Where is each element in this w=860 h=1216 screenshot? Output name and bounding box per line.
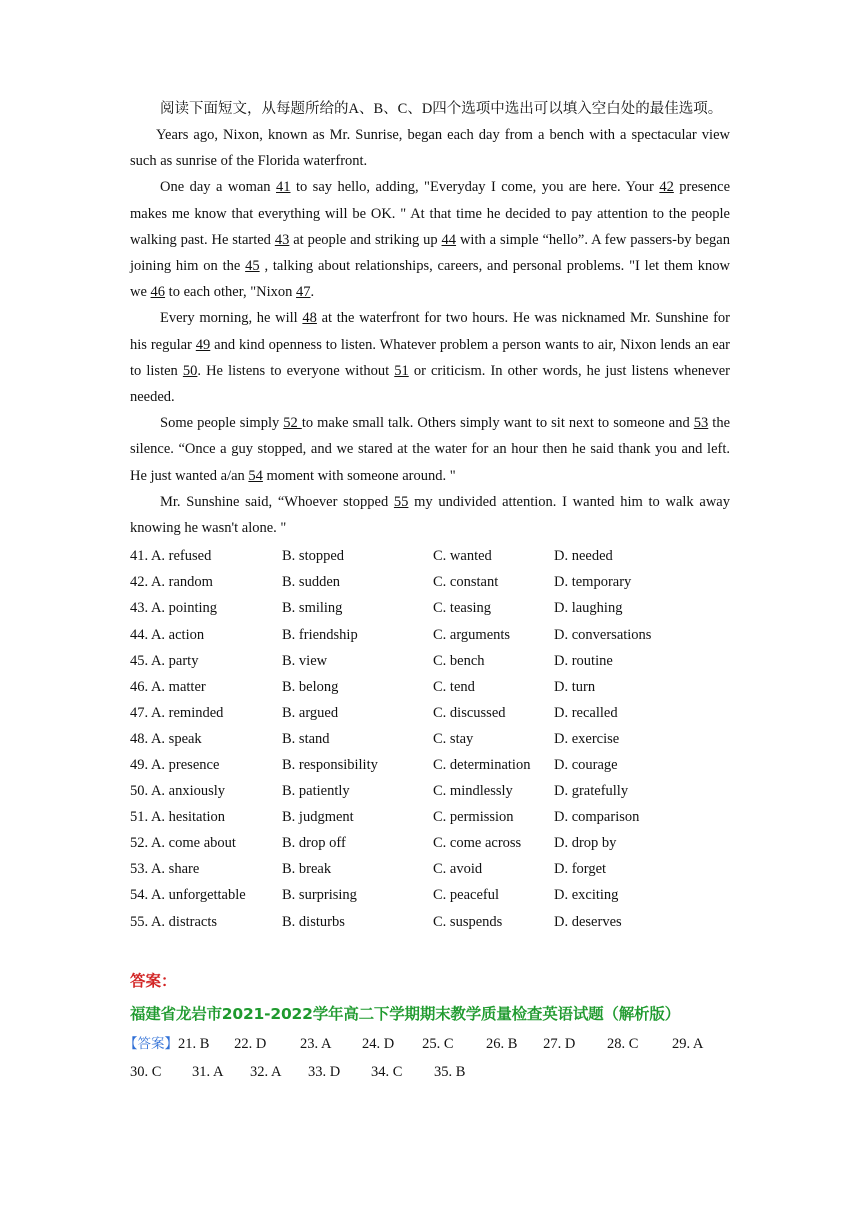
option-row [130, 648, 730, 674]
option-choice: C. wanted [433, 548, 492, 565]
option-choice: 42. A. random [130, 574, 213, 591]
option-choice: 55. A. distracts [130, 913, 217, 930]
option-choice: 43. A. pointing [130, 600, 218, 617]
document-page [124, 96, 731, 1086]
blank-number: 41 [276, 179, 291, 196]
passage-text: my undivided attention. I wanted him to walk away knowing he wasn't alone. " [130, 493, 730, 537]
option-choice: 46. A. matter [130, 678, 206, 695]
blank-number: 51 [394, 362, 409, 379]
option-choice: 45. A. party [130, 652, 199, 669]
options-list [130, 543, 730, 934]
answer-tag: 【答案】 [124, 1035, 178, 1052]
option-choice: C. arguments [433, 626, 511, 643]
option-choice: B. smiling [282, 600, 343, 617]
answer-source-title: 福建省龙岩市2021-2022学年高二下学期期末教学质量检查英语试题（解析版） [130, 1004, 680, 1023]
option-choice: B. friendship [282, 626, 358, 643]
option-choice: B. responsibility [282, 757, 378, 773]
option-choice: D. drop by [554, 835, 617, 852]
answer-item: 23. A [300, 1035, 332, 1052]
option-row [130, 674, 730, 700]
passage-text: at people and striking up [289, 231, 442, 248]
answer-item: 27. D [543, 1035, 576, 1052]
option-choice: C. permission [433, 809, 514, 826]
answer-item: 21. B [178, 1035, 210, 1052]
option-choice: D. gratefully [554, 783, 629, 800]
passage-text: with a simple “hello”. A few passers-by began joining him on the [130, 231, 730, 275]
option-choice: B. break [282, 861, 332, 878]
option-row [130, 804, 730, 830]
option-choice: D. forget [554, 861, 607, 878]
passage-text: Every morning, he will [160, 310, 303, 327]
option-choice: C. mindlessly [433, 783, 513, 800]
option-choice: 41. A. refused [130, 548, 212, 565]
option-choice: B. stopped [282, 548, 345, 565]
option-choice: D. deserves [554, 913, 622, 930]
option-choice: D. exercise [554, 730, 620, 747]
option-choice: B. argued [282, 704, 339, 721]
option-row [130, 726, 730, 752]
option-choice: D. temporary [554, 574, 632, 591]
answer-item: 29. A [671, 1035, 704, 1052]
blank-number: 55 [393, 493, 409, 510]
passage-text: Years ago, Nixon, known as Mr. Sunrise, began each day from a bench with a spectacular view such as sunrise of the Florida waterfront. [130, 127, 730, 170]
option-row [130, 700, 730, 726]
passage-text: One day a woman [160, 179, 276, 196]
option-choice: 52. A. come about [130, 835, 236, 852]
option-row [130, 882, 730, 908]
answer-item: 26. B [485, 1035, 518, 1052]
option-choice: B. sudden [282, 574, 340, 591]
option-choice: C. tend [433, 678, 475, 695]
answer-item: 30. C [130, 1063, 162, 1080]
answer-item: 34. C [371, 1063, 403, 1080]
blank-number: 43 [274, 231, 290, 248]
answer-item: 33. D [308, 1063, 341, 1080]
answer-heading: 答案： [130, 971, 177, 990]
passage [130, 122, 730, 541]
option-choice: D. turn [554, 678, 596, 695]
passage-text: or criticism. In other words, he just listens whenever needed. [130, 362, 730, 406]
option-choice: C. come across [433, 835, 522, 852]
passage-text: to make small talk. Others simply want to sit next to someone and [301, 415, 694, 432]
passage-paragraph [130, 305, 730, 410]
passage-paragraph [130, 174, 730, 305]
answer-item: 24. D [362, 1035, 395, 1052]
option-choice: 47. A. reminded [130, 704, 224, 721]
option-row [130, 622, 730, 648]
option-choice: B. judgment [282, 809, 354, 826]
answer-item: 25. C [422, 1035, 454, 1052]
passage-paragraph [130, 410, 730, 489]
option-choice: 44. A. action [130, 626, 205, 643]
blank-number: 44 [441, 231, 457, 248]
blank-number: 45 [245, 258, 260, 275]
option-choice: C. discussed [433, 704, 506, 721]
blank-number: 47 [296, 284, 311, 301]
instruction-text: 阅读下面短文，从每题所给的A、B、C、D四个选项中选出可以填入空白处的最佳选项。 [160, 101, 723, 117]
option-row [130, 595, 730, 621]
option-choice: 50. A. anxiously [130, 783, 226, 800]
answer-row-2 [130, 1058, 730, 1086]
option-row [130, 830, 730, 856]
option-choice: C. teasing [433, 600, 491, 617]
blank-number: 50 [182, 362, 198, 379]
answer-item: 32. A [250, 1063, 282, 1080]
passage-text: to say hello, adding, "Everyday I come, you are here. Your [290, 179, 660, 196]
passage-text: . He listens to everyone without [197, 362, 395, 379]
option-choice: C. suspends [433, 913, 503, 930]
answer-item: 35. B [434, 1063, 466, 1080]
blank-number: 52 [283, 415, 302, 432]
option-choice: 53. A. share [130, 861, 200, 878]
option-choice: B. surprising [282, 887, 357, 904]
option-choice: B. belong [282, 678, 339, 695]
option-choice: C. stay [433, 730, 474, 747]
option-choice: D. routine [554, 652, 613, 669]
passage-text: presence makes me know that everything will be OK. " At that time he decided to pay attention to the people walking past. He started [130, 179, 731, 248]
option-row [130, 856, 730, 882]
blank-number: 48 [302, 310, 317, 327]
passage-text: . [310, 284, 315, 301]
option-choice: D. exciting [554, 887, 619, 904]
blank-number: 54 [248, 467, 263, 484]
passage-text: moment with someone around. " [262, 467, 456, 484]
passage-text: and kind openness to listen. Whatever problem a person wants to air, Nixon lends an ear to listen [130, 336, 730, 379]
passage-text: at the waterfront for two hours. He was nicknamed Mr. Sunshine for his regular [130, 310, 730, 353]
option-choice: D. needed [554, 548, 613, 565]
option-choice: B. drop off [282, 835, 346, 852]
option-choice: 49. A. presence [130, 757, 220, 773]
blank-number: 53 [693, 415, 709, 432]
blank-number: 42 [659, 179, 674, 196]
option-choice: D. conversations [554, 626, 652, 643]
passage-text: , talking about relationships, careers, and personal problems. "I let them know we [130, 258, 731, 301]
option-row [130, 569, 730, 595]
option-row [130, 778, 730, 804]
option-choice: D. courage [554, 757, 618, 773]
option-choice: B. disturbs [282, 913, 345, 930]
option-row [130, 752, 730, 778]
answer-item: 31. A [192, 1063, 224, 1080]
option-choice: 51. A. hesitation [130, 809, 226, 826]
option-choice: 54. A. unforgettable [130, 887, 246, 904]
option-choice: B. stand [282, 730, 330, 747]
blank-number: 46 [150, 284, 166, 301]
option-choice: B. view [282, 652, 328, 669]
option-row [130, 909, 730, 935]
option-choice: C. constant [433, 574, 499, 591]
option-choice: C. bench [433, 652, 485, 669]
option-choice: B. patiently [282, 783, 350, 800]
blank-number: 49 [195, 336, 211, 353]
passage-text: Some people simply [160, 415, 284, 432]
option-row [130, 543, 730, 569]
answer-item: 28. C [607, 1035, 639, 1052]
option-choice: D. comparison [554, 809, 640, 826]
passage-text: Mr. Sunshine said, “Whoever stopped [160, 493, 394, 510]
answer-item: 22. D [234, 1035, 267, 1052]
option-choice: 48. A. speak [130, 730, 202, 747]
option-choice: C. peaceful [433, 887, 500, 904]
passage-text: to each other, "Nixon [165, 284, 297, 301]
option-choice: D. recalled [554, 704, 618, 721]
passage-paragraph [130, 489, 730, 541]
answer-row-1 [124, 1030, 730, 1058]
passage-text: the silence. “Once a guy stopped, and we stared at the water for an hour then he said thank you and left. He just wanted a/an [130, 415, 730, 484]
option-choice: C. avoid [433, 861, 483, 878]
option-choice: C. determination [433, 757, 531, 773]
passage-paragraph [130, 122, 730, 174]
option-choice: D. laughing [554, 600, 623, 617]
